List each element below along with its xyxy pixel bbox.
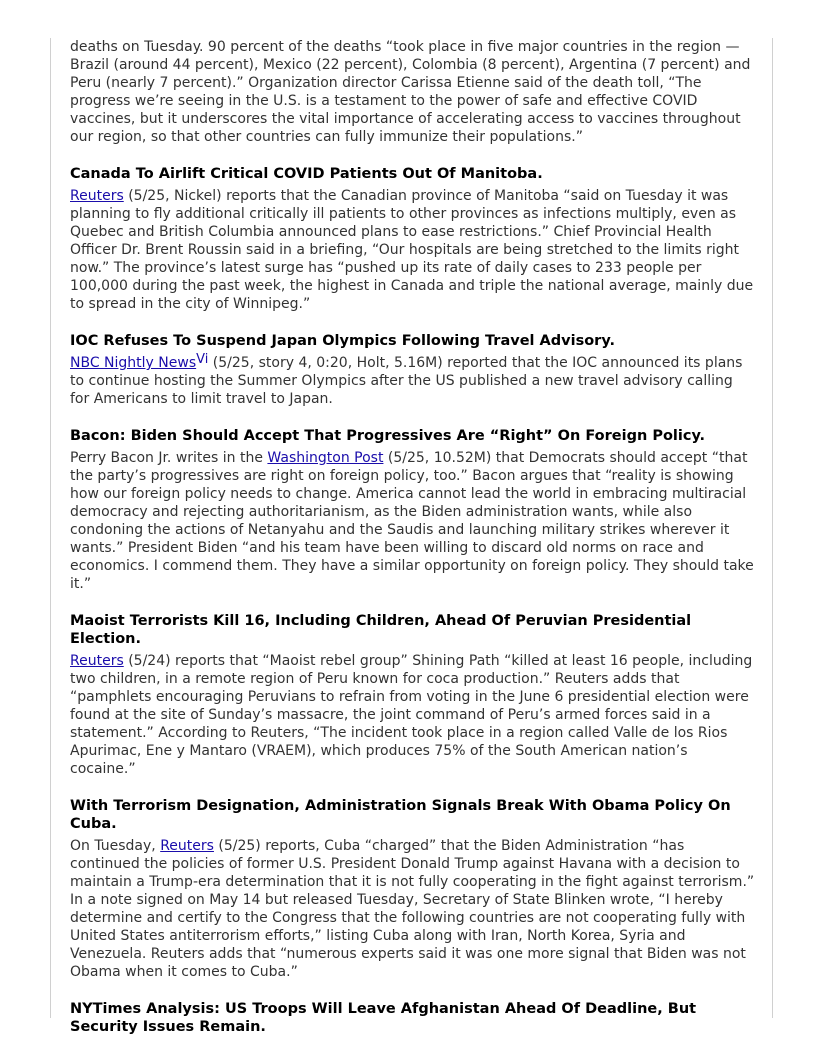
article-headline: IOC Refuses To Suspend Japan Olympics Following Travel Advisory. xyxy=(70,333,615,349)
source-link-reuters[interactable]: Reuters xyxy=(160,838,214,854)
article-body xyxy=(70,652,756,778)
source-link-washington-post[interactable]: Washington Post xyxy=(267,450,384,466)
video-icon: Vi xyxy=(196,352,209,367)
right-margin-rule xyxy=(772,38,773,1018)
article-body xyxy=(70,449,756,593)
intro-paragraph: deaths on Tuesday. 90 percent of the deaths “took place in five major countries in the region — Brazil (around 44 percent), Mexico (22 percent), Colombia (8 percent), Argentina (7 percent) and Peru (nearly 7 percent).” Organization director Carissa Etienne said of the death toll, “The progress we’re seeing in the U.S. is a testament to the power of safe and effective COVID vaccines, but it underscores the vital importance of accelerating access to vaccines throughout our region, so that other countries can fully immunize their populations.” xyxy=(70,39,751,145)
article-headline: NYTimes Analysis: US Troops Will Leave Afghanistan Ahead Of Deadline, But Security Issues Remain. xyxy=(70,1001,697,1035)
article-text: (5/25, Nickel) reports that the Canadian province of Manitoba “said on Tuesday it was planning to fly additional critically ill patients to other provinces as infections multiply, even as Quebec and British Columbia announced plans to ease restrictions.” Chief Provincial Health Officer Dr. Brent Roussin said in a briefing, “Our hospitals are being stretched to the limits right now.” The province’s latest surge has “pushed up its rate of daily cases to 233 people per 100,000 during the past week, the highest in Canada and triple the national average, mainly due to spread in the city of Winnipeg.” xyxy=(70,188,754,312)
article-body xyxy=(70,187,756,313)
article-body xyxy=(70,354,756,408)
article-headline: Canada To Airlift Critical COVID Patients Out Of Manitoba. xyxy=(70,166,543,182)
article-headline: Maoist Terrorists Kill 16, Including Children, Ahead Of Peruvian Presidential Election. xyxy=(70,613,692,647)
left-margin-rule xyxy=(50,38,51,1018)
article-text: (5/24) reports that “Maoist rebel group” Shining Path “killed at least 16 people, including two children, in a remote region of Peru known for coca production.” Reuters adds that “pamphlets encouraging Peruvians to refrain from voting in the June 6 presidential election were found at the site of Sunday’s massacre, the joint command of Peru’s armed forces said in a statement.” According to Reuters, “The incident took place in a region called Valle de los Rios Apurimac, Ene y Mantaro (VRAEM), which produces 75% of the South American nation’s cocaine.” xyxy=(70,653,753,777)
article-text: (5/25, story 4, 0:20, Holt, 5.16M) reported that the IOC announced its plans to continue hosting the Summer Olympics after the US published a new travel advisory calling for Americans to limit travel to Japan. xyxy=(70,355,743,407)
source-link-reuters[interactable]: Reuters xyxy=(70,188,124,204)
article-text: (5/25, 10.52M) that Democrats should accept “that the party’s progressives are right on foreign policy, too.” Bacon argues that “reality is showing how our foreign policy needs to change. America cannot lead the world in embracing multiracial democracy and rejecting authoritarianism, as the Biden administration wants, while also condoning the actions of Netanyahu and the Saudis and launching military strikes wherever it wants.” President Biden “and his team have been willing to discard old norms on race and economics. I commend them. They have a similar opportunity on foreign policy. They should take it.” xyxy=(70,450,754,592)
article-headline: With Terrorism Designation, Administration Signals Break With Obama Policy On Cuba. xyxy=(70,798,731,832)
article-prefix: Perry Bacon Jr. writes in the xyxy=(70,450,268,466)
source-link-reuters[interactable]: Reuters xyxy=(70,653,124,669)
article-body xyxy=(70,837,756,981)
video-icon-link[interactable] xyxy=(196,352,209,371)
document-body xyxy=(70,38,756,1036)
article-headline: Bacon: Biden Should Accept That Progressives Are “Right” On Foreign Policy. xyxy=(70,428,706,444)
source-link-nbc-nightly-news[interactable]: NBC Nightly News xyxy=(70,355,197,371)
article-prefix: On Tuesday, xyxy=(70,838,161,854)
article-text: (5/25) reports, Cuba “charged” that the Biden Administration “has continued the policies of former U.S. President Donald Trump against Havana with a decision to maintain a Trump-era determination that it is not fully cooperating in the fight against terrorism.” In a note signed on May 14 but released Tuesday, Secretary of State Blinken wrote, “I hereby determine and certify to the Congress that the following countries are not cooperating fully with United States antiterrorism efforts,” listing Cuba along with Iran, North Korea, Syria and Venezuela. Reuters adds that “numerous experts said it was one more signal that Biden was not Obama when it comes to Cuba.” xyxy=(70,838,755,980)
